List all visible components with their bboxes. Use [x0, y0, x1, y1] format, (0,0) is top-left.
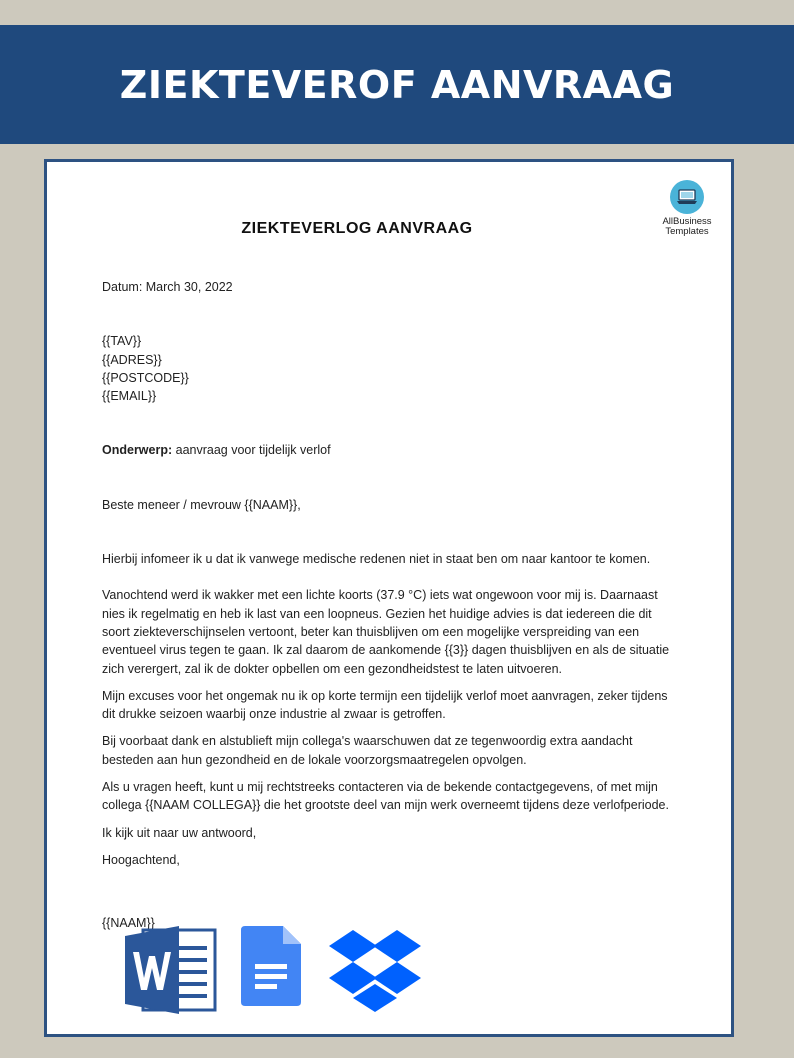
document-page — [44, 159, 734, 1037]
letter-subject — [102, 441, 682, 459]
address-postcode: {{POSTCODE}} — [102, 370, 189, 385]
logo-text-line2: Templates — [665, 226, 709, 237]
address-adres: {{ADRES}} — [102, 352, 162, 367]
subject-text: aanvraag voor tijdelijk verlof — [172, 443, 331, 458]
banner-title: ZIEKTEVEROF AANVRAAG — [119, 62, 675, 107]
subject-label: Onderwerp: — [102, 443, 173, 458]
word-icon — [123, 926, 217, 1014]
address-email: {{EMAIL}} — [102, 389, 157, 404]
letter-title: ZIEKTEVERLOG AANVRAAG — [241, 220, 473, 237]
header-banner — [0, 25, 794, 144]
google-docs-icon — [241, 926, 303, 1008]
paragraph-closing: Ik kijk uit naar uw antwoord, — [102, 825, 257, 840]
app-icons — [123, 926, 423, 1022]
paragraph-intro: Hierbij infomeer ik u dat ik vanwege medische redenen niet in staat ben om naar kantoor te komen. — [102, 552, 651, 567]
laptop-icon — [670, 180, 704, 214]
letter-date: Datum: March 30, 2022 — [102, 280, 233, 294]
paragraph-contact: Als u vragen heeft, kunt u mij rechtstreeks contacteren via de bekende contactgegevens, of met mijn collega {{NAAM COLLEGA}} die het grootste deel van mijn werk overneemt tijdens deze verlofperiode. — [102, 780, 669, 813]
paragraph-regards: Hoogachtend, — [102, 852, 180, 867]
paragraph-thanks: Bij voorbaat dank en alstublieft mijn collega's waarschuwen dat ze tegenwoordig extra aandacht besteden aan hun gezondheid en de lokale voorzorgsmaatregelen opvolgen. — [102, 734, 633, 767]
logo-text-line1: AllBusiness — [662, 216, 712, 227]
letter-salutation: Beste meneer / mevrouw {{NAAM}}, — [102, 497, 301, 512]
paragraph-symptoms: Vanochtend werd ik wakker met een lichte koorts (37.9 °C) iets wat ongewoon voor mij is. Daarnaast nies ik regelmatig en heb ik last van een loopneus. Gezien het huidige advies is dat iedereen die dit soort ziekteverschijnselen vertoont, beter kan thuisblijven om een mogelijke verspreiding van een eventueel virus tegen te gaan. Ik zal daarom de aankomende {{3}} dagen thuisblijven en als de situatie zich verergert, zal ik de dokter opbellen om een gezondheidstest te laten uitvoeren. — [102, 588, 670, 676]
dropbox-icon — [327, 926, 423, 1016]
letter-signature: {{NAAM}} — [102, 916, 155, 931]
letter-body — [102, 278, 682, 933]
paragraph-apology: Mijn excuses voor het ongemak nu ik op korte termijn een tijdelijk verlof moet aanvragen, zeker tijdens dit drukke seizoen waarbij onze industrie al zwaar is getroffen. — [102, 688, 668, 722]
address-tav: {{TAV}} — [102, 334, 142, 349]
